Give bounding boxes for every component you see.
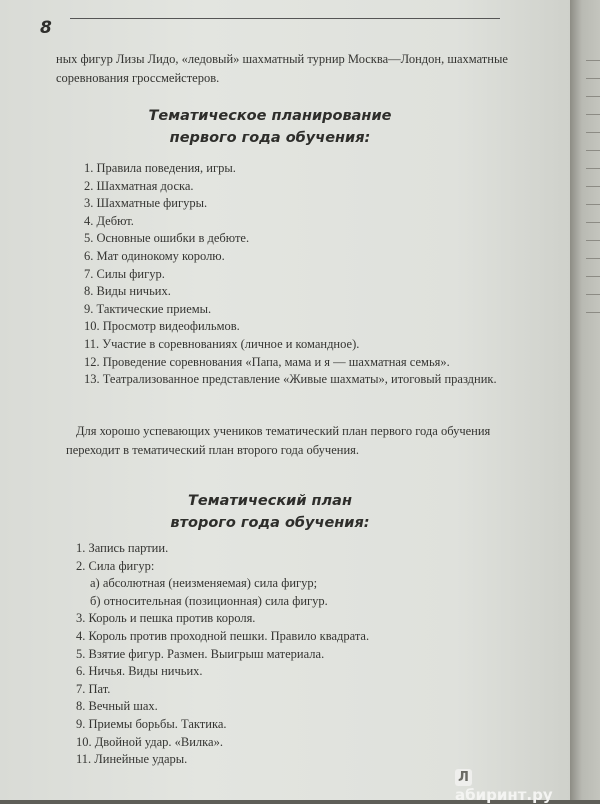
labirint-logo-icon: Л bbox=[455, 769, 472, 786]
adjacent-text-line bbox=[586, 294, 600, 295]
adjacent-text-line bbox=[586, 96, 600, 97]
list-item: 4. Король против проходной пешки. Правило квадрата. bbox=[76, 628, 370, 643]
list-item: 4. Дебют. bbox=[84, 213, 134, 228]
list-item: 10. Двойной удар. «Вилка». bbox=[76, 734, 223, 749]
heading-line: второго года обучения: bbox=[170, 515, 370, 531]
adjacent-text-line bbox=[586, 168, 600, 169]
heading-first-year bbox=[120, 105, 420, 149]
heading-line: Тематическое планирование bbox=[148, 108, 392, 124]
first-year-topic-list bbox=[84, 160, 524, 389]
adjacent-text-line bbox=[586, 204, 600, 205]
list-item: 6. Ничья. Виды ничьих. bbox=[76, 664, 203, 679]
adjacent-text-line bbox=[586, 186, 600, 187]
list-item: 9. Приемы борьбы. Тактика. bbox=[76, 716, 227, 731]
transition-paragraph: Для хорошо успевающих учеников тематический план первого года обучения переходит в тематический план второго года обучения. bbox=[66, 424, 491, 457]
list-item: 3. Шахматные фигуры. bbox=[84, 196, 208, 211]
adjacent-text-line bbox=[586, 78, 600, 79]
adjacent-text-line bbox=[586, 132, 600, 133]
page-number: 8 bbox=[40, 18, 52, 38]
adjacent-text-line bbox=[586, 258, 600, 259]
list-subitem: а) абсолютная (неизменяемая) сила фигур; bbox=[90, 576, 318, 591]
heading-line: первого года обучения: bbox=[169, 130, 371, 146]
adjacent-text-line bbox=[586, 150, 600, 151]
list-item: 8. Вечный шах. bbox=[76, 699, 158, 714]
list-item: 2. Шахматная доска. bbox=[84, 178, 194, 193]
intro-text: ных фигур Лизы Лидо, «ледовый» шахматный турнир Москва—Лондон, шахматные соревнования гроссмейстеров. bbox=[56, 52, 508, 85]
heading-second-year bbox=[140, 490, 400, 534]
list-subitem: б) относительная (позиционная) сила фигур. bbox=[90, 593, 328, 608]
list-item: 7. Пат. bbox=[76, 681, 111, 696]
list-item: 10. Просмотр видеофильмов. bbox=[84, 319, 240, 334]
list-item: 7. Силы фигур. bbox=[84, 266, 165, 281]
list-item: 11. Участие в соревнованиях (личное и командное). bbox=[84, 336, 360, 351]
list-item: 3. Король и пешка против короля. bbox=[76, 611, 256, 626]
watermark-text: абиринт.ру bbox=[455, 786, 553, 804]
list-item: 12. Проведение соревнования «Папа, мама и я — шахматная семья». bbox=[84, 354, 450, 369]
list-item: 6. Мат одинокому королю. bbox=[84, 248, 225, 263]
list-item: 11. Линейные удары. bbox=[76, 752, 188, 767]
adjacent-text-line bbox=[586, 312, 600, 313]
second-year-topic-list bbox=[76, 540, 369, 769]
list-item: 13. Театрализованное представление «Живые шахматы», итоговый праздник. bbox=[84, 372, 497, 387]
adjacent-text-line bbox=[586, 222, 600, 223]
list-item: 5. Взятие фигур. Размен. Выигрыш материала. bbox=[76, 646, 325, 661]
list-item: 5. Основные ошибки в дебюте. bbox=[84, 231, 250, 246]
list-item: 2. Сила фигур: bbox=[76, 558, 155, 573]
adjacent-text-line bbox=[586, 240, 600, 241]
adjacent-page-edge bbox=[570, 0, 600, 800]
adjacent-text-line bbox=[586, 60, 600, 61]
list-item: 1. Запись партии. bbox=[76, 541, 169, 555]
list-item: 8. Виды ничьих. bbox=[84, 284, 171, 299]
watermark bbox=[455, 765, 570, 804]
adjacent-text-line bbox=[586, 114, 600, 115]
list-item: 9. Тактические приемы. bbox=[84, 301, 212, 316]
header-rule bbox=[70, 18, 500, 19]
heading-line: Тематический план bbox=[188, 493, 352, 509]
list-item: 1. Правила поведения, игры. bbox=[84, 161, 236, 175]
adjacent-text-line bbox=[586, 276, 600, 277]
